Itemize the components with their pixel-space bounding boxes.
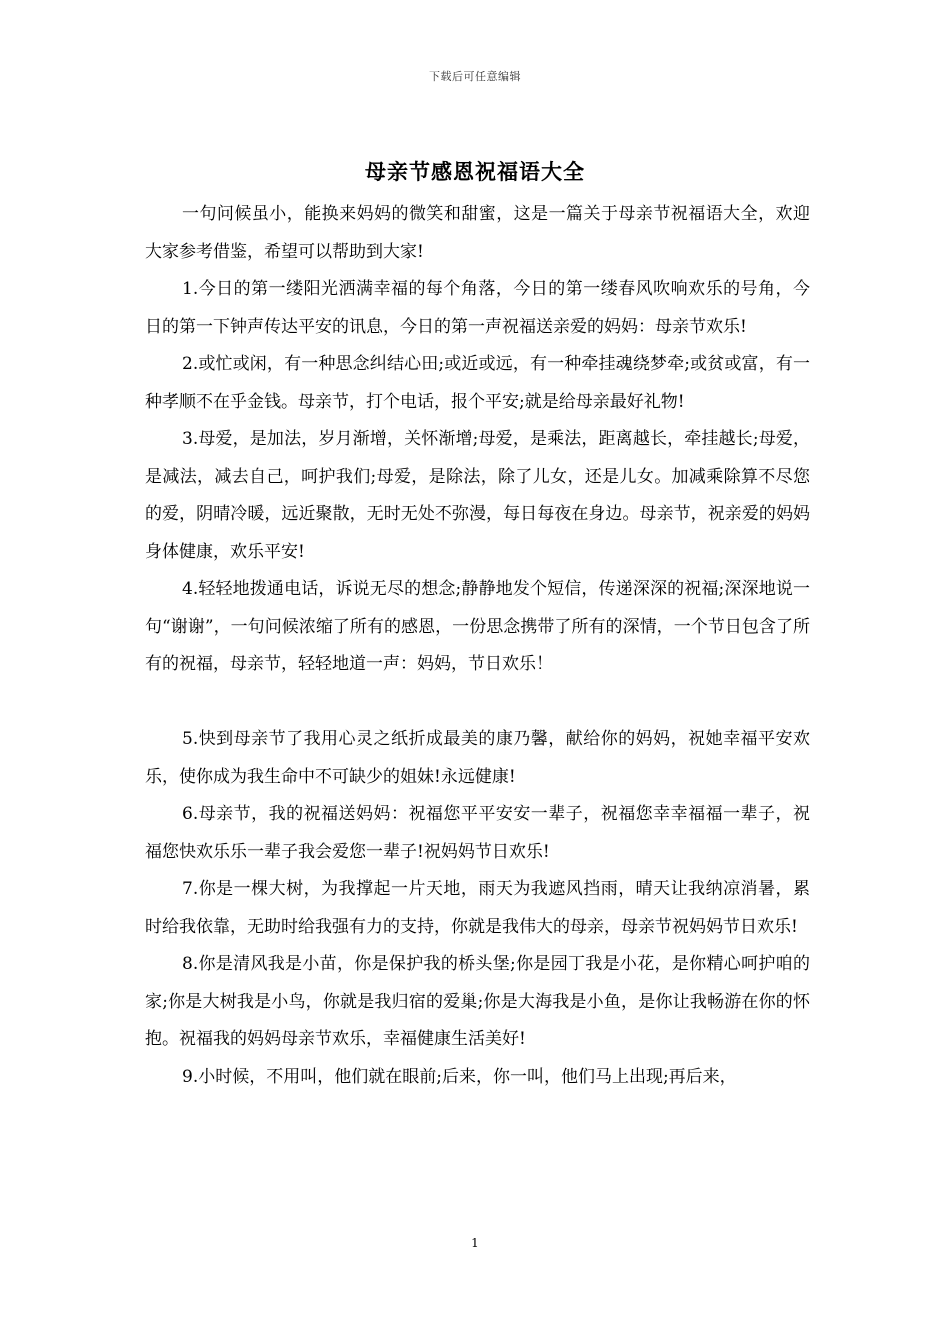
blessing-item-5: 5.快到母亲节了我用心灵之纸折成最美的康乃馨，献给你的妈妈，祝她幸福平安欢乐，使你成为我生命中不可缺少的姐妹!永远健康! (145, 729, 810, 787)
page-title: 母亲节感恩祝福语大全 (365, 159, 585, 184)
blessing-item-9: 9.小时候，不用叫，他们就在眼前;后来，你一叫，他们马上出现;再后来， (182, 1066, 737, 1087)
page-header: 下载后可任意编辑 (429, 70, 521, 83)
blessing-item-1: 1.今日的第一缕阳光洒满幸福的每个角落，今日的第一缕春风吹响欢乐的号角，今日的第一下钟声传达平安的讯息，今日的第一声祝福送亲爱的妈妈：母亲节欢乐! (145, 279, 810, 337)
blessing-item-3: 3.母爱，是加法，岁月渐增，关怀渐增;母爱，是乘法，距离越长，牵挂越长;母爱，是减法，减去自己，呵护我们;母爱，是除法，除了儿女，还是儿女。加减乘除算不尽您的爱，阴晴冷暖，远近聚散，无时无处不弥漫，每日每夜在身边。母亲节，祝亲爱的妈妈身体健康，欢乐平安! (145, 429, 810, 562)
blessing-item-2: 2.或忙或闲，有一种思念纠结心田;或近或远，有一种牵挂魂绕梦牵;或贫或富，有一种孝顺不在乎金钱。母亲节，打个电话，报个平安;就是给母亲最好礼物! (145, 354, 810, 412)
blessing-item-6: 6.母亲节，我的祝福送妈妈：祝福您平平安安一辈子，祝福您幸幸福福一辈子，祝福您快欢乐乐一辈子我会爱您一辈子!祝妈妈节日欢乐! (145, 804, 810, 862)
blessing-item-8: 8.你是清风我是小苗，你是保护我的桥头堡;你是园丁我是小花，是你精心呵护咱的家;你是大树我是小鸟，你就是我归宿的爱巢;你是大海我是小鱼，是你让我畅游在你的怀抱。祝福我的妈妈母亲节欢乐，幸福健康生活美好! (145, 954, 810, 1049)
page-number: 1 (471, 1236, 479, 1250)
blessing-item-7: 7.你是一棵大树，为我撑起一片天地，雨天为我遮风挡雨，晴天让我纳凉消暑，累时给我依靠，无助时给我强有力的支持，你就是我伟大的母亲，母亲节祝妈妈节日欢乐! (145, 879, 810, 937)
document-body (145, 196, 810, 1096)
intro-paragraph: 一句问候虽小，能换来妈妈的微笑和甜蜜，这是一篇关于母亲节祝福语大全，欢迎大家参考借鉴，希望可以帮助到大家! (145, 204, 810, 262)
blessing-item-4: 4.轻轻地拨通电话，诉说无尽的想念;静静地发个短信，传递深深的祝福;深深地说一句“谢谢”，一句问候浓缩了所有的感恩，一份思念携带了所有的深情，一个节日包含了所有的祝福，母亲节，轻轻地道一声：妈妈，节日欢乐！ (145, 579, 810, 674)
